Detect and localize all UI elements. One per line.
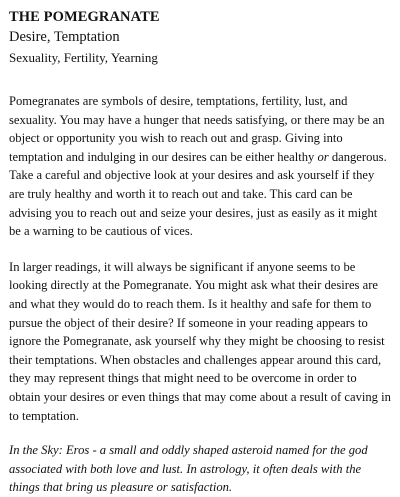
meaning-text-start: Pomegranates are symbols of desire, temptations, fertility, lust, and sexuality. You may have a hunger that needs satisfying, or there may be an object or opportunity you wish to reach out and grasp. Giving into temptation and indulging in our desires can be either healthy <box>9 94 385 164</box>
card-keywords: Sexuality, Fertility, Yearning <box>9 50 158 65</box>
card-title: THE POMEGRANATE <box>9 9 160 25</box>
emphasis-or: or <box>317 149 329 164</box>
in-the-sky-paragraph: In the Sky: Eros - a small and oddly shaped asteroid named for the god associated with both love and lust. In astrology, it often deals with the things that bring us pleasure or satisfaction. <box>9 443 368 495</box>
larger-readings-paragraph: In larger readings, it will always be significant if anyone seems to be looking directly at the Pomegranate. You might ask what their desires are and what they would do to reach them. Is it healthy and safe for them to pursue the object of their desire? If someone in your reading appears to ignore the Pomegranate, ask yourself why they might be choosing to resist their temptations. When obstacles and challenges appear around this card, they may represent things that might need to be overcome in order to obtain your desires or even things that may come about a result of caving in to temptation. <box>9 259 391 423</box>
meaning-text-end: dangerous. Take a careful and objective look at your desires and ask yourself if they are truly healthy and worth it to reach out and take. This card can be advising you to reach out and seize your desires, just as easily as it might be a warning to be cautious of vices. <box>9 149 387 239</box>
meaning-paragraph <box>9 92 391 241</box>
card-subtitle: Desire, Temptation <box>9 29 120 45</box>
